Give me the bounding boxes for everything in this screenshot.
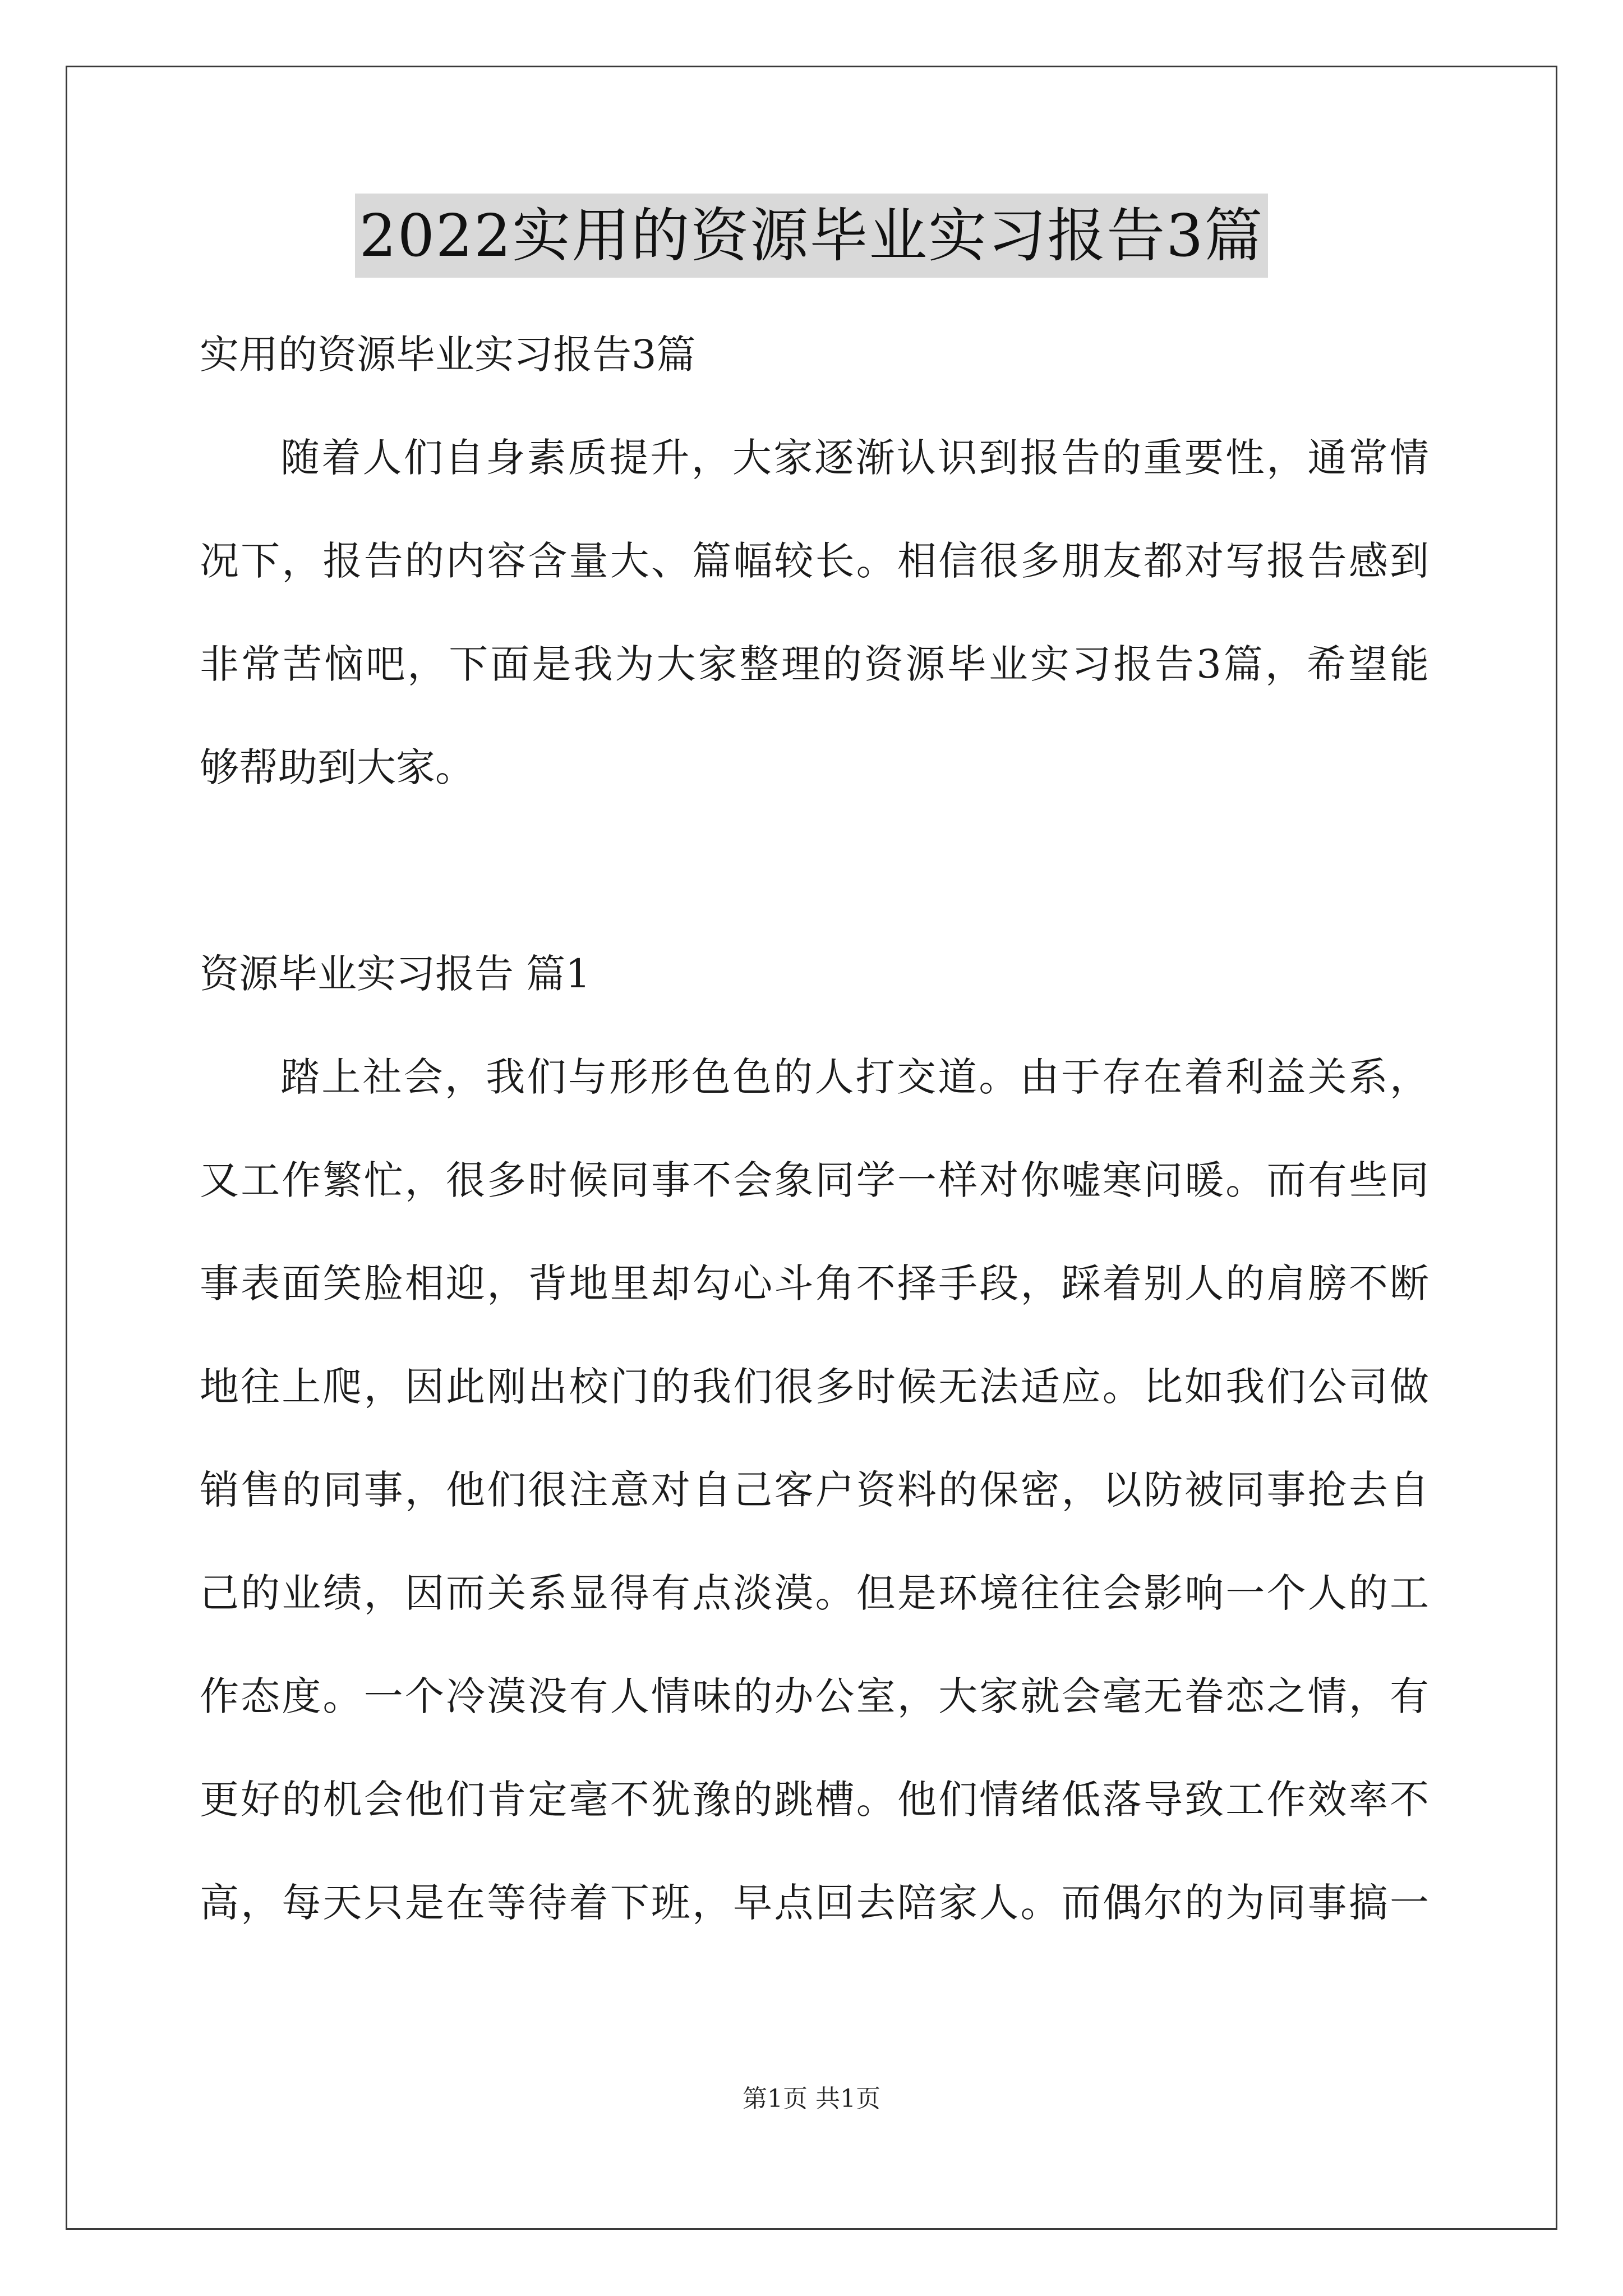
paragraph-line: 况下，报告的内容含量大、篇幅较长。相信很多朋友都对写报告感到 [200, 538, 1429, 584]
paragraph-line: 地往上爬，因此刚出校门的我们很多时候无法适应。比如我们公司做 [200, 1364, 1429, 1410]
page-footer: 第1页 共1页 [743, 2085, 880, 2113]
spacer [200, 819, 1429, 922]
section-heading: 资源毕业实习报告 篇1 [200, 951, 591, 997]
paragraph-line: 更好的机会他们肯定毫不犹豫的跳槽。他们情绪低落导致工作效率不 [200, 1777, 1429, 1823]
paragraph-line: 事表面笑脸相迎，背地里却勾心斗角不择手段，踩着别人的肩膀不断 [200, 1260, 1429, 1306]
paragraph-line: 够帮助到大家。 [200, 744, 474, 790]
paragraph-line: 踏上社会，我们与形形色色的人打交道。由于存在着利益关系， [280, 1054, 1429, 1100]
paragraph-line: 非常苦恼吧，下面是我为大家整理的资源毕业实习报告3篇，希望能 [200, 641, 1429, 687]
paragraph-line: 作态度。一个冷漠没有人情味的办公室，大家就会毫无眷恋之情，有 [200, 1673, 1429, 1719]
paragraph-line: 销售的同事，他们很注意对自己客户资料的保密，以防被同事抢去自 [200, 1467, 1429, 1513]
paragraph-line: 高，每天只是在等待着下班，早点回去陪家人。而偶尔的为同事搞一 [200, 1880, 1429, 1926]
paragraph-line: 己的业绩，因而关系显得有点淡漠。但是环境往往会影响一个人的工 [200, 1570, 1429, 1616]
paragraph-line: 随着人们自身素质提升，大家逐渐认识到报告的重要性，通常情 [280, 435, 1429, 481]
document-title: 2022实用的资源毕业实习报告3篇 [355, 194, 1269, 278]
document-body [200, 303, 1429, 1954]
document-subtitle: 实用的资源毕业实习报告3篇 [200, 332, 696, 378]
paragraph-line: 又工作繁忙，很多时候同事不会象同学一样对你嘘寒问暖。而有些同 [200, 1157, 1429, 1203]
title-wrapper [0, 194, 1623, 278]
intro-paragraph [200, 406, 1429, 819]
section-paragraph [200, 1025, 1429, 1954]
